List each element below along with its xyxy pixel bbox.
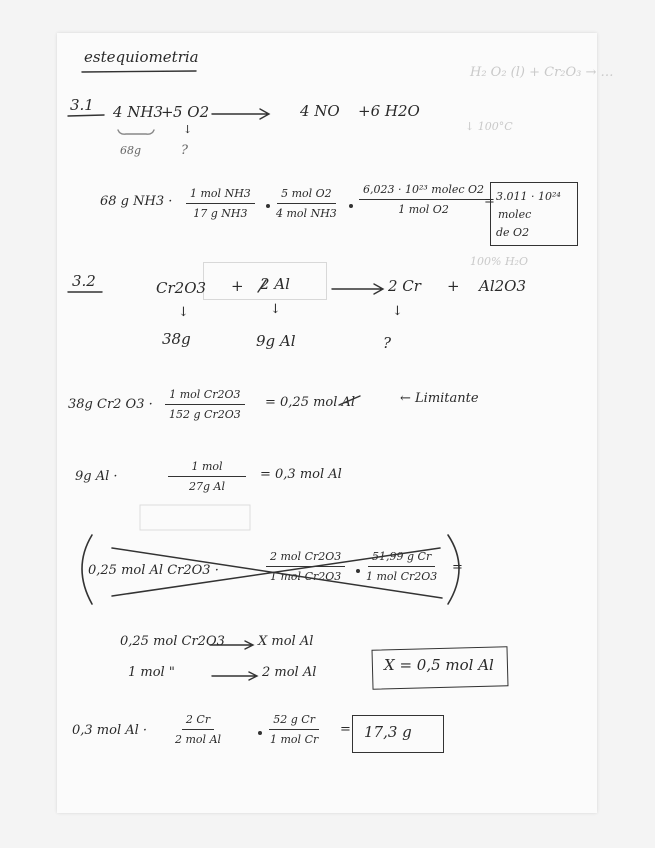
section-label-3-1: 3.1 <box>70 96 94 114</box>
fraction-denominator: 4 mol NH3 <box>276 207 337 220</box>
rule-result: X = 0,5 mol Al <box>384 656 494 674</box>
calc-start: 38g Cr2 O3 · <box>68 397 153 412</box>
reactant-al: 2 Al <box>260 275 290 293</box>
mass-al: 9g Al <box>256 332 296 350</box>
fraction-denominator: 27g Al <box>189 480 225 493</box>
calc-result: = 0,25 mol Al <box>265 395 356 410</box>
rule-arrow <box>212 672 257 680</box>
page-title: estequiometria <box>84 48 199 66</box>
product-no: 4 NO <box>300 102 340 120</box>
title-underline <box>82 71 196 72</box>
rule-arrow <box>210 641 253 649</box>
fraction-numerator: 2 Cr <box>182 713 214 730</box>
fraction-numerator: 6,023 · 10²³ molec O2 <box>359 183 488 200</box>
fraction-denominator: 1 mol O2 <box>398 203 449 216</box>
arrow-down: ↓ <box>183 123 193 136</box>
fraction-denominator: 1 mol Cr2O3 <box>366 570 438 583</box>
arrow-down: ↓ <box>270 302 281 317</box>
section-label-3-2: 3.2 <box>72 272 96 290</box>
arrow-down: ↓ <box>392 304 403 319</box>
fraction-denominator: 1 mol Cr <box>270 733 319 746</box>
rule-line2-right: 2 mol Al <box>262 665 317 680</box>
brace-under-nh3 <box>118 130 154 134</box>
plus-sign: + <box>231 277 244 295</box>
bleed-through-text: ↓ 100°C <box>465 120 513 133</box>
fraction-numerator: 2 mol Cr2O3 <box>266 550 345 567</box>
reactant-o2: 5 O2 <box>173 103 210 121</box>
reactant-nh3: 4 NH3 <box>113 103 164 121</box>
reaction-arrow <box>212 109 269 119</box>
calc-start: 9g Al · <box>75 469 118 484</box>
mass-cr2o3: 38g <box>162 330 191 348</box>
bleed-through-text: 100% H₂O <box>470 255 528 268</box>
fraction-denominator: 2 mol Al <box>175 733 222 746</box>
product-al2o3: Al2O3 <box>479 277 527 295</box>
left-paren <box>82 535 92 604</box>
limiting-note: ← Limitante <box>400 391 479 406</box>
strike-mark <box>258 280 266 292</box>
equals-sign: = <box>484 194 495 209</box>
unknown-mark: ? <box>181 143 188 158</box>
reaction-arrow <box>332 284 383 294</box>
reactant-cr2o3: Cr2O3 <box>156 279 207 297</box>
rule-line2-left: 1 mol " <box>128 665 175 680</box>
fraction-numerator: 1 mol Cr2O3 <box>165 388 244 405</box>
equals-sign: = <box>452 560 463 575</box>
fraction-numerator: 1 mol <box>168 460 246 477</box>
fraction-numerator: 52 g Cr <box>269 713 319 730</box>
calc-start: 68 g NH3 · <box>100 194 173 209</box>
fraction-numerator: 5 mol O2 <box>277 187 336 204</box>
product-cr: 2 Cr <box>388 277 421 295</box>
fraction-numerator: 1 mol NH3 <box>186 187 255 204</box>
calc-result: = 0,3 mol Al <box>260 467 342 482</box>
rule-line1-right: X mol Al <box>258 634 314 649</box>
fraction-numerator: 51,99 g Cr <box>368 550 435 567</box>
product-h2o: +6 H2O <box>358 102 420 120</box>
plus-sign: + <box>447 277 460 295</box>
arrow-down: ↓ <box>178 305 189 320</box>
fraction-denominator: 17 g NH3 <box>193 207 248 220</box>
final-result: 17,3 g <box>364 723 412 741</box>
result-value: 3.011 · 10²⁴ <box>496 190 561 203</box>
plus-sign: + <box>161 103 174 121</box>
right-paren <box>448 535 459 604</box>
fraction-denominator: 1 mol Cr2O3 <box>270 570 342 583</box>
bleed-through-text: H₂ O₂ (l) + Cr₂O₃ → … <box>470 65 614 80</box>
result-species: de O2 <box>496 226 530 239</box>
strike-mark <box>339 396 360 405</box>
faint-sketch-box <box>140 505 250 530</box>
section-underline <box>68 115 104 116</box>
result-unit: molec <box>498 208 532 221</box>
final-start: 0,3 mol Al · <box>72 723 148 738</box>
fraction-denominator: 152 g Cr2O3 <box>169 408 241 421</box>
equals-sign: = <box>340 722 351 737</box>
rule-line1-left: 0,25 mol Cr2O3 <box>120 634 225 649</box>
mass-given: 68g <box>120 144 142 157</box>
crossed-start: 0,25 mol Al Cr2O3 · <box>88 563 219 578</box>
unknown-mark: ? <box>383 334 392 352</box>
